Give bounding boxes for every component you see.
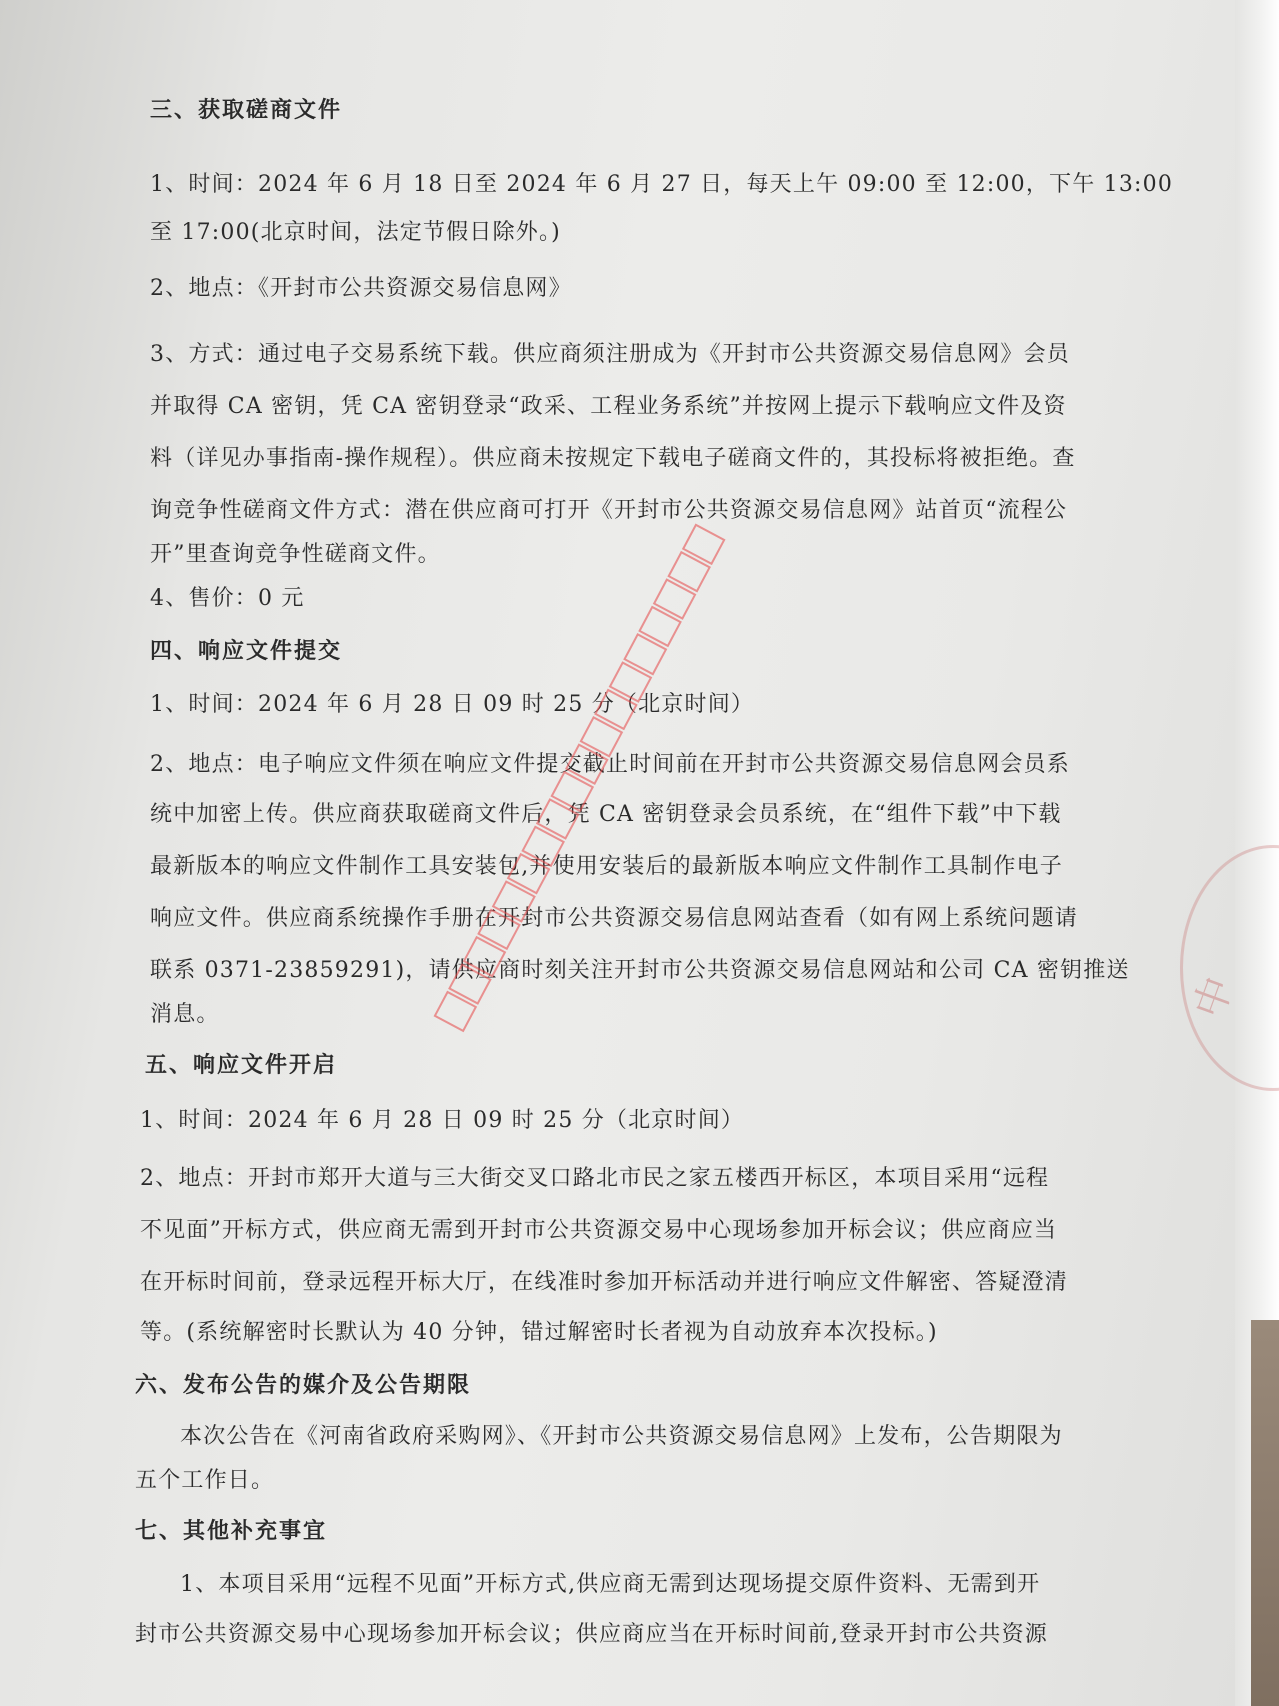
text-line: 联系 0371-23859291)，请供应商时刻关注开封市公共资源交易信息网站和公司 CA 密钥推送 [150, 958, 1130, 983]
text-line: 1、本项目采用“远程不见面”开标方式,供应商无需到达现场提交原件资料、无需到开 [180, 1572, 1041, 1597]
text-line: 料（详见办事指南-操作规程）。供应商未按规定下载电子磋商文件的，其投标将被拒绝。查 [150, 446, 1076, 471]
text-line: 最新版本的响应文件制作工具安装包,并使用安装后的最新版本响应文件制作工具制作电子 [150, 854, 1063, 879]
section-title-6: 六、发布公告的媒介及公告期限 [135, 1372, 472, 1398]
text-line: 2、地点：《开封市公共资源交易信息网》 [150, 276, 572, 301]
text-line: 1、时间：2024 年 6 月 28 日 09 时 25 分（北京时间） [140, 1108, 745, 1133]
text-line: 本次公告在《河南省政府采购网》、《开封市公共资源交易信息网》上发布，公告期限为 [180, 1424, 1063, 1449]
text-line: 封市公共资源交易中心现场参加开标会议；供应商应当在开标时间前,登录开封市公共资源 [135, 1622, 1048, 1647]
text-line: 统中加密上传。供应商获取磋商文件后，凭 CA 密钥登录会员系统，在“组件下载”中下载 [150, 802, 1062, 827]
section-title-5: 五、响应文件开启 [145, 1052, 338, 1078]
text-line: 消息。 [150, 1002, 220, 1027]
text-line: 等。(系统解密时长默认为 40 分钟，错过解密时长者视为自动放弃本次投标。) [140, 1320, 938, 1345]
text-line: 在开标时间前，登录远程开标大厅，在线准时参加开标活动并进行响应文件解密、答疑澄清 [140, 1270, 1069, 1295]
text-line: 1、时间：2024 年 6 月 18 日至 2024 年 6 月 27 日，每天上午 09:00 至 12:00，下午 13:00 [150, 172, 1174, 197]
section-title-7: 七、其他补充事宜 [135, 1518, 328, 1544]
text-line: 五个工作日。 [135, 1468, 275, 1493]
text-line: 1、时间：2024 年 6 月 28 日 09 时 25 分（北京时间） [150, 692, 755, 717]
text-line: 2、地点：电子响应文件须在响应文件提交截止时间前在开封市公共资源交易信息网会员系 [150, 752, 1070, 777]
text-line: 不见面”开标方式，供应商无需到开封市公共资源交易中心现场参加开标会议；供应商应当 [140, 1218, 1058, 1243]
section-title-4: 四、响应文件提交 [150, 638, 343, 664]
text-line: 开”里查询竞争性磋商文件。 [150, 542, 441, 567]
text-line: 并取得 CA 密钥，凭 CA 密钥登录“政采、工程业务系统”并按网上提示下载响应文件及资 [150, 394, 1067, 419]
text-line: 3、方式：通过电子交易系统下载。供应商须注册成为《开封市公共资源交易信息网》会员 [150, 342, 1070, 367]
text-line: 响应文件。供应商系统操作手册在开封市公共资源交易信息网站查看（如有网上系统问题请 [150, 906, 1079, 931]
section-title-3: 三、获取磋商文件 [150, 97, 343, 123]
text-line: 询竞争性磋商文件方式：潜在供应商可打开《开封市公共资源交易信息网》站首页“流程公 [150, 498, 1068, 523]
text-line: 4、售价：0 元 [150, 586, 305, 611]
stamp-text: 中 [1185, 971, 1243, 1025]
text-line: 2、地点：开封市郑开大道与三大街交叉口路北市民之家五楼西开标区，本项目采用“远程 [140, 1166, 1050, 1191]
text-line: 至 17:00(北京时间，法定节假日除外。) [150, 220, 561, 245]
